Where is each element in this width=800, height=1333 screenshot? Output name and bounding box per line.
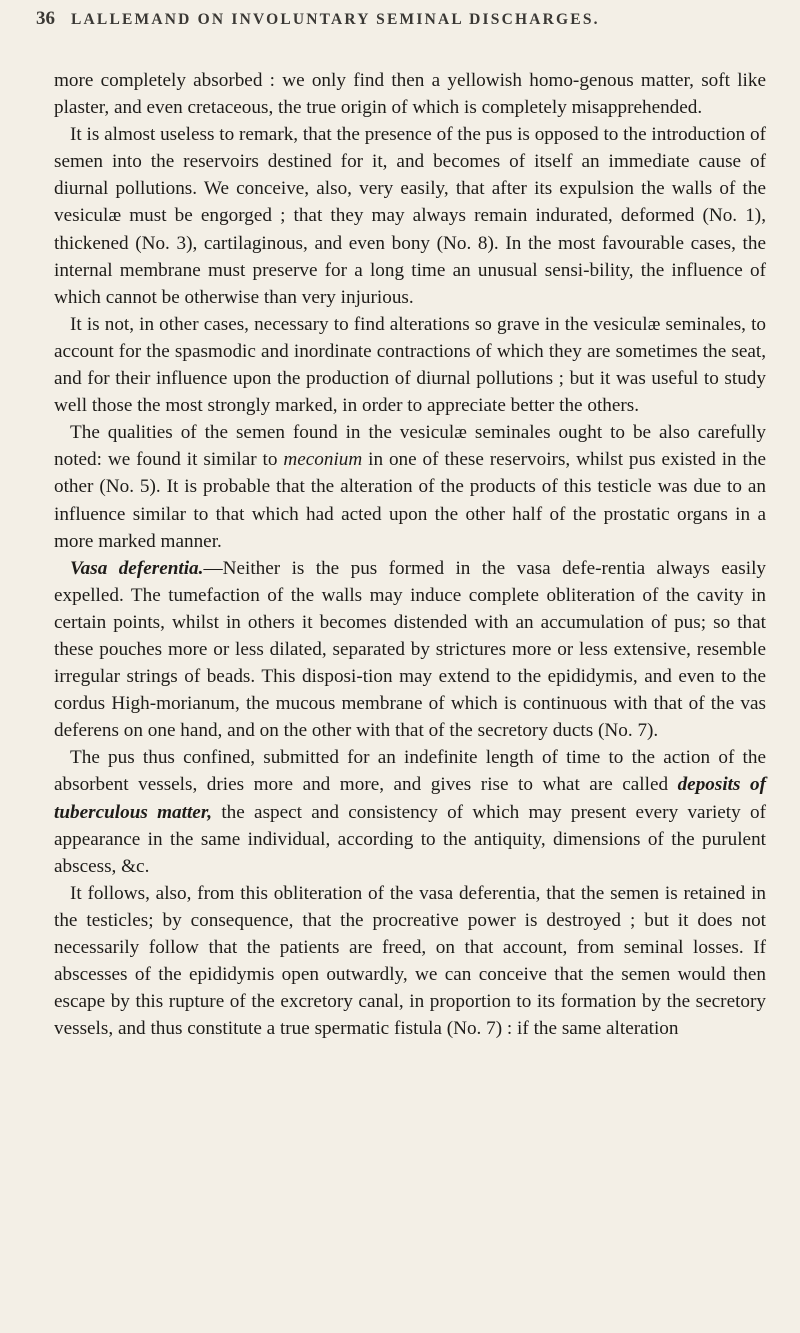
running-title: LALLEMAND ON INVOLUNTARY SEMINAL DISCHARGES. — [71, 11, 600, 28]
paragraph-6-text-start: The pus thus confined, submitted for an indefinite length of time to the action of the absorbent vessels, dries more and more, and gives rise to what are called — [54, 747, 766, 796]
paragraph-1 — [54, 67, 766, 121]
book-page — [36, 8, 766, 1042]
paragraph-4-text-end: in one of these reservoirs, whilst pus existed in the other (No. 5). It is probable that the alteration of the products of this testicle was due to an influence similar to that which had acted upon the other half of the prostatic organs in a more marked manner. — [54, 449, 766, 552]
paragraph-6 — [54, 744, 766, 879]
paragraph-4 — [54, 419, 766, 554]
paragraph-7 — [54, 880, 766, 1043]
paragraph-6-text-end: the aspect and consistency of which may present every variety of appearance in the same individual, according to the antiquity, dimensions of the purulent abscess, &c. — [54, 801, 766, 877]
paragraph-4-text-start: The qualities of the semen found in the vesiculæ seminales ought to be also carefully noted: we found it similar to — [54, 422, 766, 471]
paragraph-3 — [54, 311, 766, 419]
section-run-in-heading: Vasa deferentia. — [70, 557, 204, 579]
paragraph-3-text: It is not, in other cases, necessary to find alterations so grave in the vesiculæ seminales, to account for the spasmodic and inordinate contractions of which they are sometimes the seat, and for their influence upon the production of diurnal pollutions ; but it was useful to study well those the most strongly marked, in order to appreciate better the others. — [54, 313, 766, 417]
paragraph-1-text: more completely absorbed : we only find then a yellowish homo-genous matter, soft like plaster, and even cretaceous, the true origin of which is completely misapprehended. — [54, 70, 766, 119]
paragraph-7-text: It follows, also, from this obliteration of the vasa deferentia, that the semen is retained in the testicles; by consequence, that the procreative power is destroyed ; but it does not necessarily follow that the patients are freed, on that account, from seminal losses. If abscesses of the epididymis open outwardly, we can conceive that the semen would then escape by this rupture of the excretory canal, in proportion to its formation by the secretory vessels, and thus constitute a true spermatic fistula (No. 7) : if the same alteration — [54, 882, 766, 1040]
page-number: 36 — [36, 8, 55, 29]
paragraph-5 — [54, 555, 766, 745]
paragraph-2 — [54, 121, 766, 311]
paragraph-5-text: —Neither is the pus formed in the vasa defe-rentia always easily expelled. The tumefaction of the walls may induce complete obliteration of the cavity in certain points, whilst in others it becomes distended with an accumulation of pus; so that these pouches more or less dilated, separated by strictures more or less extensive, resemble irregular strings of beads. This disposi-tion may extend to the epididymis, and even to the cordus High-morianum, the mucous membrane of which is continuous with that of the vas deferens on one hand, and on the other with that of the secretory ducts (No. 7). — [54, 557, 766, 742]
body-text — [54, 67, 766, 1042]
italic-term-deposits: deposits of tuberculous matter, — [54, 774, 766, 823]
italic-term-meconium: meconium — [283, 449, 363, 471]
paragraph-2-text: It is almost useless to remark, that the presence of the pus is opposed to the introduction of semen into the reservoirs destined for it, and becomes of itself an immediate cause of diurnal pollutions. We conceive, also, very easily, that after its expulsion the walls of the vesiculæ must be engorged ; that they may always remain indurated, deformed (No. 1), thickened (No. 3), cartilaginous, and even bony (No. 8). In the most favourable cases, the internal membrane must preserve for a long time an unusual sensi-bility, the influence of which cannot be otherwise than very injurious. — [54, 124, 766, 308]
running-head — [36, 8, 766, 48]
